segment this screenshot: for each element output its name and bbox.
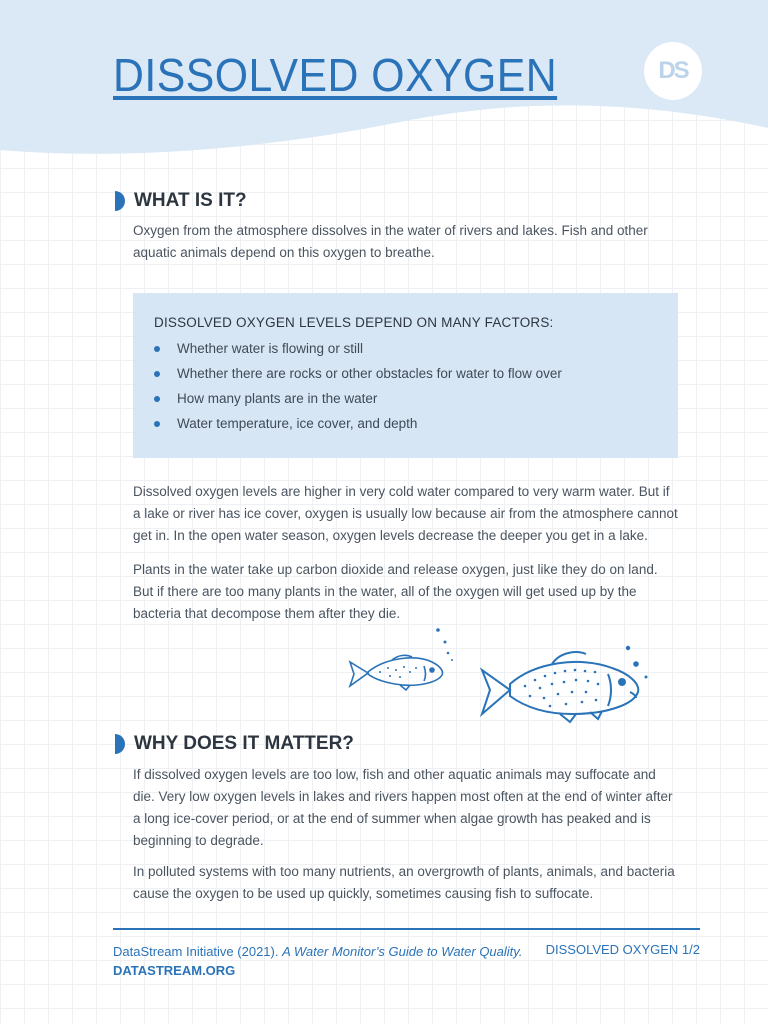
list-item: [154, 386, 658, 411]
large-fish-spots: [524, 669, 600, 708]
what-is-it-heading: WHAT IS IT?: [134, 190, 247, 211]
fish-illustration: [340, 622, 660, 732]
list-item: [154, 411, 658, 436]
small-fish-icon: [350, 655, 443, 690]
footer-citation: [113, 942, 522, 980]
citation-title: A Water Monitor’s Guide to Water Quality.: [282, 944, 523, 959]
factors-list: [154, 336, 658, 436]
why-does-it-matter-heading: WHY DOES IT MATTER?: [134, 733, 354, 754]
citation-prefix: DataStream Initiative (2021).: [113, 944, 283, 959]
small-fish-spots: [379, 666, 417, 678]
why-paragraph-1: If dissolved oxygen levels are too low, fish and other aquatic animals may suffocate and die. Very low oxygen levels in lakes and rivers happen most often at the end of winter after a long ice-cover period, or at the end of summer when algae growth has peaked and is beginning to degrade.: [133, 767, 673, 848]
site-link[interactable]: DATASTREAM.ORG: [113, 963, 236, 978]
factor-text: Water temperature, ice cover, and depth: [177, 416, 418, 431]
why-paragraph-2: In polluted systems with too many nutrients, an overgrowth of plants, animals, and bacteria cause the oxygen to be used up quickly, sometimes causing fish to suffocate.: [133, 864, 675, 901]
factors-title: DISSOLVED OXYGEN LEVELS DEPEND ON MANY FACTORS:: [154, 315, 554, 330]
factors-callout-box: [133, 293, 678, 458]
half-circle-marker-icon: [113, 734, 125, 754]
bullet-icon: [154, 346, 160, 352]
factor-text: Whether water is flowing or still: [177, 341, 364, 356]
section-why-heading: [113, 733, 354, 755]
half-circle-marker-icon: [113, 191, 125, 211]
large-fish-icon: [482, 652, 638, 722]
bullet-icon: [154, 421, 160, 427]
logo-text: DS: [658, 57, 688, 84]
page-title: DISSOLVED OXYGEN: [113, 49, 558, 101]
what-paragraph-1: Dissolved oxygen levels are higher in very cold water compared to very warm water. But if a lake or river has ice cover, oxygen is usually low because air from the atmosphere cannot get in. In the open water season, oxygen levels decrease the deeper you get in a lake.: [133, 484, 678, 543]
what-intro-text: Oxygen from the atmosphere dissolves in the water of rivers and lakes. Fish and other aquatic animals depend on this oxygen to breathe.: [133, 223, 648, 260]
factor-text: Whether there are rocks or other obstacles for water to flow over: [177, 366, 562, 381]
list-item: [154, 361, 658, 386]
what-paragraph-2: Plants in the water take up carbon dioxide and release oxygen, just like they do on land. But if there are too many plants in the water, all of the oxygen will get used up by the bacteria that decompose them after they die.: [133, 562, 658, 621]
list-item: [154, 336, 658, 361]
factor-text: How many plants are in the water: [177, 391, 378, 406]
footer-divider: [113, 928, 700, 930]
bubbles-icon: [436, 628, 647, 678]
bullet-icon: [154, 396, 160, 402]
page-label: DISSOLVED OXYGEN 1/2: [545, 942, 700, 957]
bullet-icon: [154, 371, 160, 377]
datastream-logo: [644, 42, 702, 100]
section-what-heading: [113, 190, 247, 212]
